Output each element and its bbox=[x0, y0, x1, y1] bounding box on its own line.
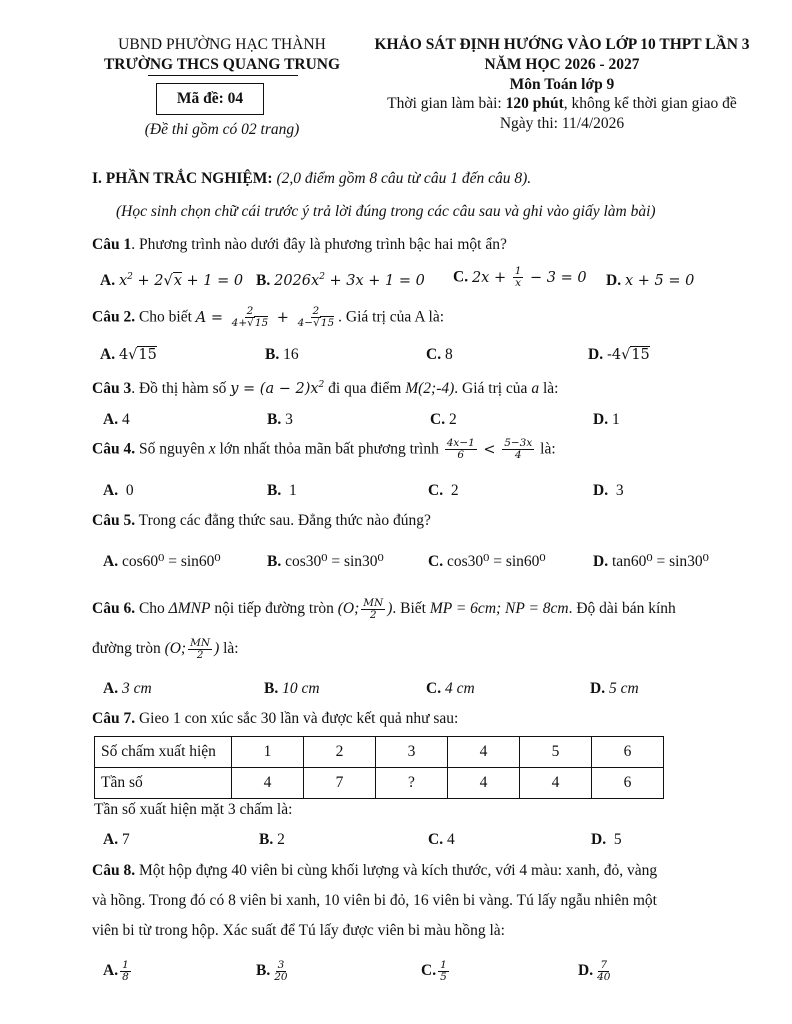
time-prefix: Thời gian làm bài: bbox=[387, 95, 506, 112]
q2-b-value: 16 bbox=[283, 346, 299, 363]
table-cell: 6 bbox=[592, 737, 664, 768]
q7-b-value: 2 bbox=[277, 831, 285, 848]
q4-c-value: 2 bbox=[450, 482, 459, 499]
q6-stem-line1 bbox=[92, 598, 676, 621]
q3-label: Câu 3 bbox=[92, 380, 132, 397]
q4-text-post: là: bbox=[536, 440, 556, 458]
department-name: UBND PHƯỜNG HẠC THÀNH bbox=[118, 36, 326, 53]
table-cell: 3 bbox=[376, 737, 448, 768]
q6-d-value: 5 cm bbox=[608, 680, 639, 697]
q7-stem bbox=[92, 710, 458, 728]
q3-option-b bbox=[267, 411, 293, 429]
q4-a-letter: A. bbox=[103, 482, 119, 499]
q2-d-letter: D. bbox=[588, 346, 604, 363]
q6-c-letter: C. bbox=[426, 680, 442, 697]
q1-b-expr: $2026x^2 + 3x + 1 = 0$ bbox=[274, 272, 425, 289]
q5-option-d bbox=[593, 552, 709, 571]
q1-d-letter: D. bbox=[606, 272, 622, 289]
q7-option-a bbox=[103, 831, 130, 849]
q3-a-letter: A. bbox=[103, 411, 119, 428]
q5-label: Câu 5. bbox=[92, 512, 136, 529]
q7-label: Câu 7. bbox=[92, 710, 136, 727]
q6-label: Câu 6. bbox=[92, 600, 136, 618]
q8-stem-line2: và hồng. Trong đó có 8 viên bi xanh, 10 viên bi đỏ, 16 viên bi vàng. Tú lấy ngẫu nhiên một bbox=[92, 892, 657, 909]
q5-option-b bbox=[267, 552, 384, 571]
q3-text-mid: đi qua điểm bbox=[324, 380, 406, 397]
q7-c-letter: C. bbox=[428, 831, 444, 848]
time-value: 120 phút bbox=[505, 95, 564, 112]
table-cell: 2 bbox=[304, 737, 376, 768]
q6-a-letter: A. bbox=[103, 680, 119, 697]
q1-option-a bbox=[100, 272, 243, 290]
q5-d-value: tan60⁰ = sin30⁰ bbox=[611, 553, 709, 570]
q2-option-a bbox=[100, 346, 157, 364]
q5-text: Trong các đẳng thức sau. Đẳng thức nào đúng? bbox=[135, 512, 431, 529]
q8-d-letter: D. bbox=[578, 962, 594, 980]
q8-option-a: A. $\frac{1}{8}$ bbox=[103, 959, 129, 983]
exam-date: Ngày thi: 11/4/2026 bbox=[499, 115, 625, 132]
q6-circle-2: (O; $\frac{MN}{2}$ ) bbox=[164, 637, 220, 661]
q4-b-letter: B. bbox=[267, 482, 282, 499]
q3-a-value: 4 bbox=[121, 411, 130, 428]
q3-d-value: 1 bbox=[611, 411, 620, 428]
q7-option-c bbox=[428, 831, 455, 849]
q3-text-post: . Giá trị của bbox=[454, 380, 532, 397]
q5-a-letter: A. bbox=[103, 553, 119, 570]
table-cell: 1 bbox=[232, 737, 304, 768]
q8-stem-line3: viên bi từ trong hộp. Xác suất để Tú lấy được viên bi màu hồng là: bbox=[92, 922, 505, 939]
q2-option-d bbox=[588, 346, 650, 364]
q5-d-letter: D. bbox=[593, 553, 609, 570]
table-cell: ? bbox=[376, 768, 448, 799]
table-cell: 4 bbox=[520, 768, 592, 799]
q2-text-post: . Giá trị của A là: bbox=[338, 308, 445, 326]
q4-option-b bbox=[267, 482, 297, 500]
table-header-cell: Số chấm xuất hiện bbox=[95, 737, 232, 768]
q6-text-post: . Biết bbox=[392, 600, 430, 618]
q3-b-letter: B. bbox=[267, 411, 282, 428]
q3-option-a bbox=[103, 411, 130, 429]
q8-option-b: B. $\frac{3}{20}$ bbox=[256, 959, 288, 983]
q6-text-mid: nội tiếp đường tròn bbox=[210, 600, 338, 618]
q3-text-pre: . Đồ thị hàm số bbox=[131, 380, 231, 397]
q3-c-value: 2 bbox=[448, 411, 457, 428]
q6-text-pre: Cho bbox=[135, 600, 169, 618]
q4-label: Câu 4. bbox=[92, 440, 136, 458]
q2-expr: A = $\frac{2}{4+√15}$ + $\frac{2}{4-√15}$ bbox=[195, 305, 335, 329]
q5-stem bbox=[92, 512, 431, 530]
q4-d-value: 3 bbox=[615, 482, 624, 499]
q2-text-pre: Cho biết bbox=[135, 308, 196, 326]
school-underline bbox=[148, 75, 298, 76]
q1-d-expr: x + 5 = 0 bbox=[624, 273, 695, 289]
q4-b-value: 1 bbox=[288, 482, 297, 499]
pages-note: (Đề thi gồm có 02 trang) bbox=[144, 121, 300, 138]
q8-stem-line1 bbox=[92, 862, 657, 880]
section-note: (2,0 điểm gồm 8 câu từ câu 1 đến câu 8). bbox=[276, 170, 532, 187]
q6-a-value: 3 cm bbox=[121, 680, 152, 697]
q5-option-c bbox=[428, 552, 546, 571]
q4-option-d bbox=[593, 482, 624, 500]
q8-option-c: C. $\frac{1}{5}$ bbox=[421, 959, 447, 983]
q6-stem-line2 bbox=[92, 638, 239, 661]
q4-text-mid: lớn nhất thỏa mãn bất phương trình bbox=[215, 440, 443, 458]
q3-stem bbox=[92, 380, 558, 398]
section-instruction: (Học sinh chọn chữ cái trước ý trả lời đúng trong các câu sau và ghi vào giấy làm bài) bbox=[116, 203, 656, 220]
q2-a-expr: 4√15 bbox=[118, 347, 157, 363]
q2-d-expr: -4√15 bbox=[606, 347, 650, 363]
q6-c-value: 4 cm bbox=[444, 680, 475, 697]
time-suffix: , không kể thời gian giao đề bbox=[563, 95, 737, 112]
school-year: NĂM HỌC 2026 - 2027 bbox=[484, 56, 640, 73]
q7-d-value: 5 bbox=[613, 831, 622, 848]
q8-option-d: D. $\frac{7}{40}$ bbox=[578, 959, 611, 983]
q3-point: M(2;-4) bbox=[405, 380, 455, 397]
q3-option-d bbox=[593, 411, 620, 429]
school-name: TRƯỜNG THCS QUANG TRUNG bbox=[103, 56, 341, 73]
q7-followup: Tần số xuất hiện mặt 3 chấm là: bbox=[94, 801, 293, 818]
q7-text: Gieo 1 con xúc sắc 30 lần và được kết quả như sau: bbox=[135, 710, 459, 727]
q6-text-end: . Độ dài bán kính bbox=[568, 600, 676, 618]
q6-option-a bbox=[103, 680, 152, 698]
q3-var: a bbox=[531, 380, 540, 397]
table-cell: 6 bbox=[592, 768, 664, 799]
q3-expr: $y = (a - 2)x^2$ bbox=[230, 380, 325, 397]
exam-code: Mã đề: 04 bbox=[176, 90, 244, 107]
q5-b-letter: B. bbox=[267, 553, 282, 570]
q6-d-letter: D. bbox=[590, 680, 606, 697]
q8-label: Câu 8. bbox=[92, 862, 136, 879]
subject: Môn Toán lớp 9 bbox=[509, 76, 615, 93]
q3-c-letter: C. bbox=[430, 411, 446, 428]
q8-c-letter: C. bbox=[421, 962, 437, 980]
table-cell: 7 bbox=[304, 768, 376, 799]
q7-a-value: 7 bbox=[121, 831, 130, 848]
q8-line1: Một hộp đựng 40 viên bi cùng khối lượng và kích thước, với 4 màu: xanh, đỏ, vàng bbox=[135, 862, 658, 879]
q2-a-letter: A. bbox=[100, 346, 116, 363]
q2-option-b bbox=[265, 346, 299, 364]
q6-given: MP = 6cm; NP = 8cm bbox=[429, 600, 569, 618]
q5-a-value: cos60⁰ = sin60⁰ bbox=[121, 553, 221, 570]
q1-a-expr: $x^2 + 2√x + 1 = 0$ bbox=[118, 272, 244, 289]
q7-option-b bbox=[259, 831, 285, 849]
q4-option-c bbox=[428, 482, 459, 500]
q6-b-value: 10 cm bbox=[282, 680, 320, 697]
table-row bbox=[95, 737, 664, 768]
q1-c-expr: 2x + $\frac{1}{x}$ − 3 = 0 bbox=[471, 265, 587, 289]
q2-label: Câu 2. bbox=[92, 308, 136, 326]
q2-option-c bbox=[426, 346, 453, 364]
q7-c-value: 4 bbox=[446, 831, 455, 848]
q1-option-d bbox=[606, 272, 694, 290]
q7-a-letter: A. bbox=[103, 831, 119, 848]
q6-line2-pre: đường tròn bbox=[92, 640, 165, 658]
q7-b-letter: B. bbox=[259, 831, 274, 848]
q8-a-letter: A. bbox=[103, 962, 119, 980]
table-row bbox=[95, 768, 664, 799]
q6-b-letter: B. bbox=[264, 680, 279, 697]
exam-code-box bbox=[156, 83, 264, 115]
q4-text-pre: Số nguyên bbox=[135, 440, 209, 458]
q8-b-letter: B. bbox=[256, 962, 271, 980]
q1-label: Câu 1 bbox=[92, 236, 132, 253]
q1-a-letter: A. bbox=[100, 272, 116, 289]
q2-c-letter: C. bbox=[426, 346, 442, 363]
q1-text: . Phương trình nào dưới đây là phương trình bậc hai một ẩn? bbox=[131, 236, 507, 253]
q6-line2-post: là: bbox=[219, 640, 239, 658]
q5-c-value: cos30⁰ = sin60⁰ bbox=[446, 553, 546, 570]
q4-option-a bbox=[103, 482, 134, 500]
q4-a-value: 0 bbox=[125, 482, 134, 499]
q4-d-letter: D. bbox=[593, 482, 609, 499]
q1-stem bbox=[92, 236, 507, 254]
section-heading bbox=[92, 170, 531, 188]
table-cell: 4 bbox=[448, 737, 520, 768]
table-header-cell: Tần số bbox=[95, 768, 232, 799]
q3-d-letter: D. bbox=[593, 411, 609, 428]
q3-option-c bbox=[430, 411, 457, 429]
q5-c-letter: C. bbox=[428, 553, 444, 570]
table-cell: 4 bbox=[232, 768, 304, 799]
q6-triangle: ΔMNP bbox=[168, 600, 211, 618]
q7-d-letter: D. bbox=[591, 831, 607, 848]
table-cell: 4 bbox=[448, 768, 520, 799]
q2-b-letter: B. bbox=[265, 346, 280, 363]
q1-option-c bbox=[453, 266, 587, 289]
q5-option-a bbox=[103, 552, 221, 571]
q1-option-b bbox=[256, 272, 425, 290]
q2-stem bbox=[92, 306, 444, 329]
q6-option-c bbox=[426, 680, 475, 698]
section-title: I. PHẦN TRẮC NGHIỆM: bbox=[92, 170, 273, 187]
time-limit bbox=[352, 95, 772, 113]
q4-stem bbox=[92, 438, 556, 461]
q2-c-value: 8 bbox=[444, 346, 453, 363]
q1-c-letter: C. bbox=[453, 268, 469, 286]
q5-b-value: cos30⁰ = sin30⁰ bbox=[285, 553, 384, 570]
q3-text-end: là: bbox=[539, 380, 559, 397]
q6-option-d bbox=[590, 680, 639, 698]
q3-b-value: 3 bbox=[285, 411, 293, 428]
exam-title: KHẢO SÁT ĐỊNH HƯỚNG VÀO LỚP 10 THPT LẦN 3 bbox=[374, 36, 750, 53]
q7-option-d bbox=[591, 831, 622, 849]
q4-var: x bbox=[208, 440, 216, 458]
q6-circle: (O; $\frac{MN}{2}$ ) bbox=[337, 597, 393, 621]
q4-expr: $\frac{4x-1}{6}$ < $\frac{5-3x}{4}$ bbox=[446, 437, 533, 461]
q1-b-letter: B. bbox=[256, 272, 271, 289]
q6-option-b bbox=[264, 680, 320, 698]
q4-c-letter: C. bbox=[428, 482, 444, 499]
frequency-table bbox=[94, 736, 664, 799]
table-cell: 5 bbox=[520, 737, 592, 768]
